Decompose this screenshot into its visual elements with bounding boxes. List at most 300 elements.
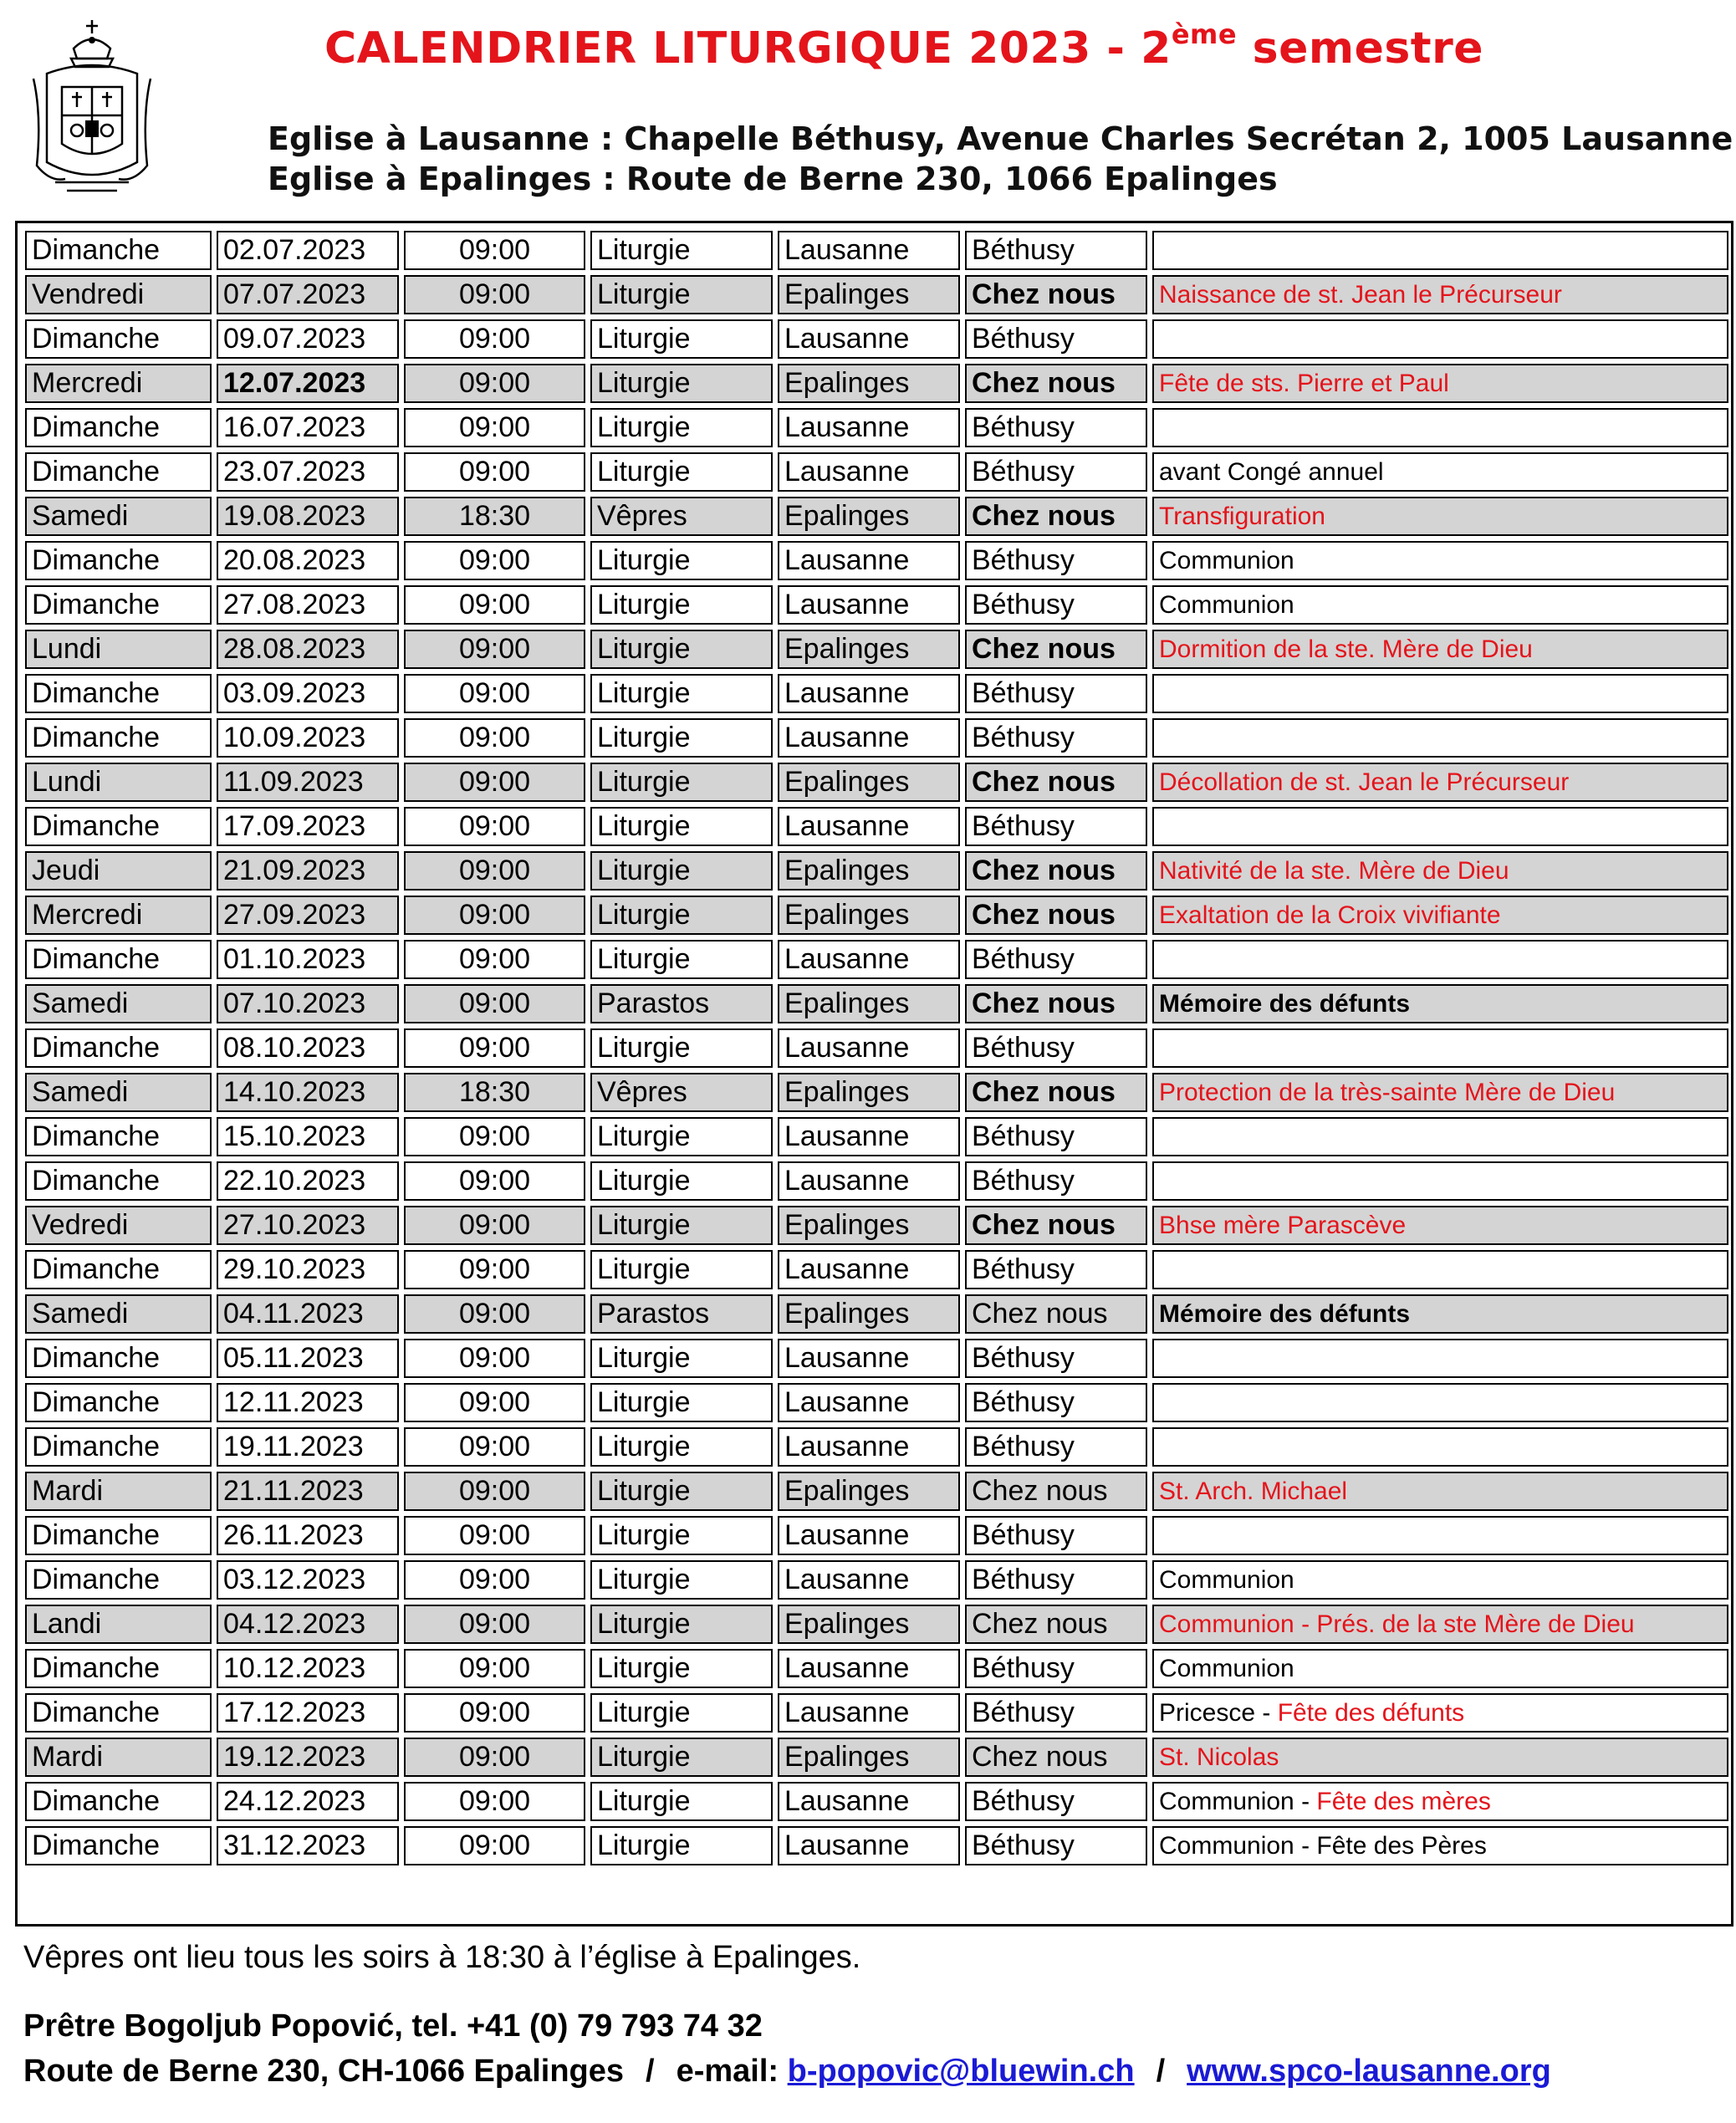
address-epalinges: Eglise à Epalinges : Route de Berne 230, 1066 Epalinges [268,161,1278,197]
service-cell: Liturgie [590,1826,773,1865]
day-cell: Dimanche [25,585,212,625]
table-row [25,1427,1728,1467]
vespers-note: Vêpres ont lieu tous les soirs à 18:30 à l’église à Epalinges. [23,1940,861,1975]
note-cell [1152,1383,1728,1422]
date-cell: 19.12.2023 [217,1738,399,1777]
place-cell: Béthusy [965,408,1147,447]
date-cell: 12.07.2023 [217,364,399,403]
service-cell: Liturgie [590,1472,773,1511]
day-cell: Dimanche [25,674,212,713]
feast-text: Fête des mères [1316,1788,1491,1815]
note-cell [1152,1693,1728,1733]
note-cell [1152,585,1728,625]
time-cell: 09:00 [404,851,585,891]
time-cell: 09:00 [404,319,585,359]
day-cell: Dimanche [25,1560,212,1600]
place-cell: Béthusy [965,1117,1147,1156]
table-row [25,1339,1728,1378]
note-cell [1152,1826,1728,1865]
service-cell: Liturgie [590,674,773,713]
place-cell: Béthusy [965,1782,1147,1821]
time-cell: 09:00 [404,763,585,802]
date-cell: 16.07.2023 [217,408,399,447]
time-cell: 09:00 [404,1782,585,1821]
day-cell: Dimanche [25,408,212,447]
day-cell: Dimanche [25,940,212,979]
time-cell: 09:00 [404,1383,585,1422]
day-cell: Mercredi [25,364,212,403]
page-title: CALENDRIER LITURGIQUE 2023 - 2ème semestre [324,18,1484,74]
date-cell: 10.09.2023 [217,718,399,758]
city-cell: Epalinges [778,1073,960,1112]
place-cell: Béthusy [965,231,1147,270]
time-cell: 09:00 [404,1738,585,1777]
place-cell: Chez nous [965,275,1147,314]
table-row [25,674,1728,713]
time-cell: 09:00 [404,630,585,669]
time-cell: 09:00 [404,408,585,447]
city-cell: Lausanne [778,718,960,758]
city-cell: Lausanne [778,585,960,625]
city-cell: Lausanne [778,1649,960,1688]
place-cell: Chez nous [965,1206,1147,1245]
note-text: Mémoire des défunts [1159,1300,1411,1328]
place-cell: Béthusy [965,674,1147,713]
table-row [25,319,1728,359]
table-row [25,364,1728,403]
place-cell: Béthusy [965,1383,1147,1422]
table-row [25,1826,1728,1865]
date-cell: 27.09.2023 [217,896,399,935]
note-cell [1152,1294,1728,1334]
date-cell: 21.09.2023 [217,851,399,891]
service-cell: Liturgie [590,1117,773,1156]
date-cell: 03.12.2023 [217,1560,399,1600]
coat-of-arms-logo [25,15,159,199]
feast-text: Décollation de st. Jean le Précurseur [1159,768,1570,796]
table-row [25,1605,1728,1644]
day-cell: Jeudi [25,851,212,891]
note-text: Communion [1159,547,1294,574]
city-cell: Lausanne [778,231,960,270]
city-cell: Epalinges [778,1605,960,1644]
service-cell: Liturgie [590,1649,773,1688]
city-cell: Lausanne [778,807,960,846]
table-row [25,231,1728,270]
service-cell: Liturgie [590,718,773,758]
note-cell [1152,763,1728,802]
table-row [25,275,1728,314]
table-row [25,497,1728,536]
date-cell: 23.07.2023 [217,452,399,492]
date-cell: 29.10.2023 [217,1250,399,1289]
note-cell [1152,1117,1728,1156]
service-cell: Liturgie [590,1206,773,1245]
day-cell: Dimanche [25,1383,212,1422]
service-cell: Liturgie [590,940,773,979]
table-row [25,1073,1728,1112]
time-cell: 09:00 [404,1117,585,1156]
time-cell: 09:00 [404,1427,585,1467]
contact-line [23,2054,1551,2090]
contact-address: Route de Berne 230, CH-1066 Epalinges [23,2054,625,2089]
date-cell: 07.10.2023 [217,984,399,1023]
place-cell: Béthusy [965,1693,1147,1733]
note-cell [1152,807,1728,846]
city-cell: Lausanne [778,674,960,713]
place-cell: Béthusy [965,1516,1147,1555]
day-cell: Mardi [25,1472,212,1511]
note-cell [1152,851,1728,891]
note-text: Communion [1159,591,1294,619]
table-row [25,452,1728,492]
note-cell [1152,896,1728,935]
table-row [25,807,1728,846]
service-cell: Parastos [590,1294,773,1334]
note-cell [1152,1206,1728,1245]
city-cell: Epalinges [778,630,960,669]
date-cell: 26.11.2023 [217,1516,399,1555]
city-cell: Lausanne [778,408,960,447]
table-row [25,1294,1728,1334]
time-cell: 09:00 [404,1516,585,1555]
day-cell: Dimanche [25,1028,212,1068]
table-row [25,984,1728,1023]
day-cell: Dimanche [25,807,212,846]
day-cell: Dimanche [25,1339,212,1378]
note-text: Pricesce - [1159,1699,1278,1727]
date-cell: 20.08.2023 [217,541,399,580]
service-cell: Liturgie [590,851,773,891]
place-cell: Béthusy [965,1339,1147,1378]
date-cell: 27.08.2023 [217,585,399,625]
date-cell: 31.12.2023 [217,1826,399,1865]
note-cell [1152,452,1728,492]
date-cell: 17.09.2023 [217,807,399,846]
service-cell: Liturgie [590,1560,773,1600]
note-cell [1152,231,1728,270]
date-cell: 17.12.2023 [217,1693,399,1733]
place-cell: Chez nous [965,1294,1147,1334]
time-cell: 09:00 [404,541,585,580]
place-cell: Chez nous [965,1073,1147,1112]
time-cell: 09:00 [404,1028,585,1068]
city-cell: Lausanne [778,1339,960,1378]
place-cell: Béthusy [965,1250,1147,1289]
time-cell: 18:30 [404,497,585,536]
date-cell: 24.12.2023 [217,1782,399,1821]
city-cell: Epalinges [778,1294,960,1334]
day-cell: Samedi [25,497,212,536]
note-text: Communion [1159,1566,1294,1594]
feast-text: St. Arch. Michael [1159,1477,1348,1505]
time-cell: 09:00 [404,275,585,314]
service-cell: Liturgie [590,1161,773,1201]
time-cell: 09:00 [404,585,585,625]
table-row [25,1516,1728,1555]
date-cell: 02.07.2023 [217,231,399,270]
city-cell: Epalinges [778,275,960,314]
city-cell: Lausanne [778,1028,960,1068]
day-cell: Vendredi [25,275,212,314]
time-cell: 09:00 [404,940,585,979]
city-cell: Lausanne [778,1560,960,1600]
website-link[interactable]: www.spco-lausanne.org [1187,2054,1551,2089]
time-cell: 09:00 [404,1649,585,1688]
city-cell: Lausanne [778,452,960,492]
city-cell: Lausanne [778,1693,960,1733]
note-cell [1152,1782,1728,1821]
table-row [25,1472,1728,1511]
table-row [25,1383,1728,1422]
date-cell: 27.10.2023 [217,1206,399,1245]
place-cell: Béthusy [965,807,1147,846]
service-cell: Liturgie [590,896,773,935]
city-cell: Epalinges [778,1472,960,1511]
city-cell: Epalinges [778,763,960,802]
date-cell: 12.11.2023 [217,1383,399,1422]
note-text: Mémoire des défunts [1159,990,1411,1018]
place-cell: Chez nous [965,630,1147,669]
time-cell: 09:00 [404,1472,585,1511]
date-cell: 10.12.2023 [217,1649,399,1688]
date-cell: 22.10.2023 [217,1161,399,1201]
city-cell: Epalinges [778,851,960,891]
place-cell: Béthusy [965,585,1147,625]
service-cell: Liturgie [590,408,773,447]
date-cell: 28.08.2023 [217,630,399,669]
note-cell [1152,630,1728,669]
time-cell: 09:00 [404,1206,585,1245]
day-cell: Lundi [25,630,212,669]
note-cell [1152,1560,1728,1600]
note-cell [1152,1250,1728,1289]
table-row [25,408,1728,447]
service-cell: Liturgie [590,1427,773,1467]
place-cell: Béthusy [965,1427,1147,1467]
place-cell: Béthusy [965,1649,1147,1688]
place-cell: Chez nous [965,1605,1147,1644]
service-cell: Liturgie [590,1339,773,1378]
time-cell: 09:00 [404,718,585,758]
time-cell: 09:00 [404,674,585,713]
city-cell: Lausanne [778,1161,960,1201]
place-cell: Chez nous [965,896,1147,935]
table-row [25,763,1728,802]
service-cell: Liturgie [590,231,773,270]
day-cell: Mardi [25,1738,212,1777]
feast-text: Fête des défunts [1277,1699,1465,1727]
feast-text: Protection de la très-sainte Mère de Dieu [1159,1079,1616,1106]
date-cell: 21.11.2023 [217,1472,399,1511]
service-cell: Vêpres [590,497,773,536]
date-cell: 08.10.2023 [217,1028,399,1068]
feast-text: St. Nicolas [1159,1743,1279,1771]
place-cell: Chez nous [965,1738,1147,1777]
note-text: Communion - Fête des Pères [1159,1832,1487,1860]
service-cell: Liturgie [590,319,773,359]
day-cell: Dimanche [25,1649,212,1688]
table-row [25,1206,1728,1245]
priest-contact: Prêtre Bogoljub Popović, tel. +41 (0) 79 793 74 32 [23,2008,763,2044]
service-cell: Liturgie [590,275,773,314]
table-row [25,1649,1728,1688]
note-cell [1152,940,1728,979]
day-cell: Dimanche [25,1117,212,1156]
note-cell [1152,1339,1728,1378]
day-cell: Samedi [25,1073,212,1112]
service-cell: Liturgie [590,452,773,492]
day-cell: Dimanche [25,231,212,270]
date-cell: 07.07.2023 [217,275,399,314]
table-row [25,718,1728,758]
service-cell: Liturgie [590,1782,773,1821]
schedule-table [20,226,1733,1870]
feast-text: Exaltation de la Croix vivifiante [1159,901,1501,929]
city-cell: Lausanne [778,1383,960,1422]
place-cell: Béthusy [965,452,1147,492]
day-cell: Dimanche [25,1782,212,1821]
email-label: e-mail: [676,2054,788,2089]
time-cell: 09:00 [404,1826,585,1865]
address-lausanne: Eglise à Lausanne : Chapelle Béthusy, Avenue Charles Secrétan 2, 1005 Lausanne [268,120,1733,157]
service-cell: Liturgie [590,1250,773,1289]
time-cell: 18:30 [404,1073,585,1112]
note-cell [1152,1516,1728,1555]
feast-text: Dormition de la ste. Mère de Dieu [1159,635,1533,663]
table-row [25,1738,1728,1777]
date-cell: 11.09.2023 [217,763,399,802]
place-cell: Béthusy [965,1161,1147,1201]
table-row [25,851,1728,891]
time-cell: 09:00 [404,452,585,492]
time-cell: 09:00 [404,1294,585,1334]
table-row [25,1782,1728,1821]
date-cell: 09.07.2023 [217,319,399,359]
note-cell [1152,1738,1728,1777]
day-cell: Dimanche [25,1516,212,1555]
note-text: avant Congé annuel [1159,458,1384,486]
service-cell: Liturgie [590,763,773,802]
day-cell: Dimanche [25,541,212,580]
table-row [25,1028,1728,1068]
date-cell: 15.10.2023 [217,1117,399,1156]
day-cell: Dimanche [25,319,212,359]
separator: / [1156,2054,1166,2089]
time-cell: 09:00 [404,896,585,935]
email-link[interactable]: b-popovic@bluewin.ch [787,2054,1135,2089]
feast-text: Nativité de la ste. Mère de Dieu [1159,857,1509,885]
place-cell: Béthusy [965,1028,1147,1068]
date-cell: 04.11.2023 [217,1294,399,1334]
place-cell: Chez nous [965,364,1147,403]
table-row [25,1560,1728,1600]
time-cell: 09:00 [404,1161,585,1201]
city-cell: Epalinges [778,497,960,536]
service-cell: Liturgie [590,585,773,625]
city-cell: Lausanne [778,1826,960,1865]
date-cell: 19.11.2023 [217,1427,399,1467]
day-cell: Dimanche [25,718,212,758]
note-cell [1152,1427,1728,1467]
day-cell: Dimanche [25,1161,212,1201]
table-row [25,585,1728,625]
service-cell: Vêpres [590,1073,773,1112]
day-cell: Landi [25,1605,212,1644]
day-cell: Lundi [25,763,212,802]
service-cell: Liturgie [590,1383,773,1422]
service-cell: Parastos [590,984,773,1023]
separator: / [646,2054,655,2089]
place-cell: Chez nous [965,984,1147,1023]
day-cell: Samedi [25,984,212,1023]
note-cell [1152,497,1728,536]
note-cell [1152,541,1728,580]
day-cell: Mercredi [25,896,212,935]
note-cell [1152,984,1728,1023]
place-cell: Béthusy [965,319,1147,359]
note-text: Communion [1159,1655,1294,1682]
place-cell: Chez nous [965,851,1147,891]
note-cell [1152,1073,1728,1112]
feast-text: Bhse mère Parascève [1159,1212,1407,1239]
place-cell: Béthusy [965,541,1147,580]
feast-text: Transfiguration [1159,503,1325,530]
service-cell: Liturgie [590,541,773,580]
service-cell: Liturgie [590,807,773,846]
table-row [25,940,1728,979]
city-cell: Lausanne [778,1782,960,1821]
time-cell: 09:00 [404,984,585,1023]
feast-text: Naissance de st. Jean le Précurseur [1159,281,1562,309]
note-cell [1152,319,1728,359]
service-cell: Liturgie [590,630,773,669]
place-cell: Béthusy [965,940,1147,979]
place-cell: Béthusy [965,718,1147,758]
city-cell: Lausanne [778,1250,960,1289]
note-cell [1152,275,1728,314]
date-cell: 19.08.2023 [217,497,399,536]
place-cell: Chez nous [965,497,1147,536]
service-cell: Liturgie [590,1028,773,1068]
service-cell: Liturgie [590,1693,773,1733]
date-cell: 01.10.2023 [217,940,399,979]
city-cell: Epalinges [778,1206,960,1245]
place-cell: Béthusy [965,1826,1147,1865]
service-cell: Liturgie [590,364,773,403]
note-cell [1152,1028,1728,1068]
note-cell [1152,674,1728,713]
city-cell: Epalinges [778,984,960,1023]
note-cell [1152,1605,1728,1644]
feast-text: Communion - Prés. de la ste Mère de Dieu [1159,1610,1635,1638]
note-cell [1152,1649,1728,1688]
city-cell: Epalinges [778,364,960,403]
city-cell: Epalinges [778,1738,960,1777]
note-cell [1152,718,1728,758]
day-cell: Samedi [25,1294,212,1334]
time-cell: 09:00 [404,1250,585,1289]
date-cell: 04.12.2023 [217,1605,399,1644]
place-cell: Béthusy [965,1560,1147,1600]
table-row [25,1117,1728,1156]
city-cell: Lausanne [778,541,960,580]
time-cell: 09:00 [404,1560,585,1600]
note-cell [1152,1472,1728,1511]
service-cell: Liturgie [590,1605,773,1644]
day-cell: Dimanche [25,452,212,492]
service-cell: Liturgie [590,1516,773,1555]
